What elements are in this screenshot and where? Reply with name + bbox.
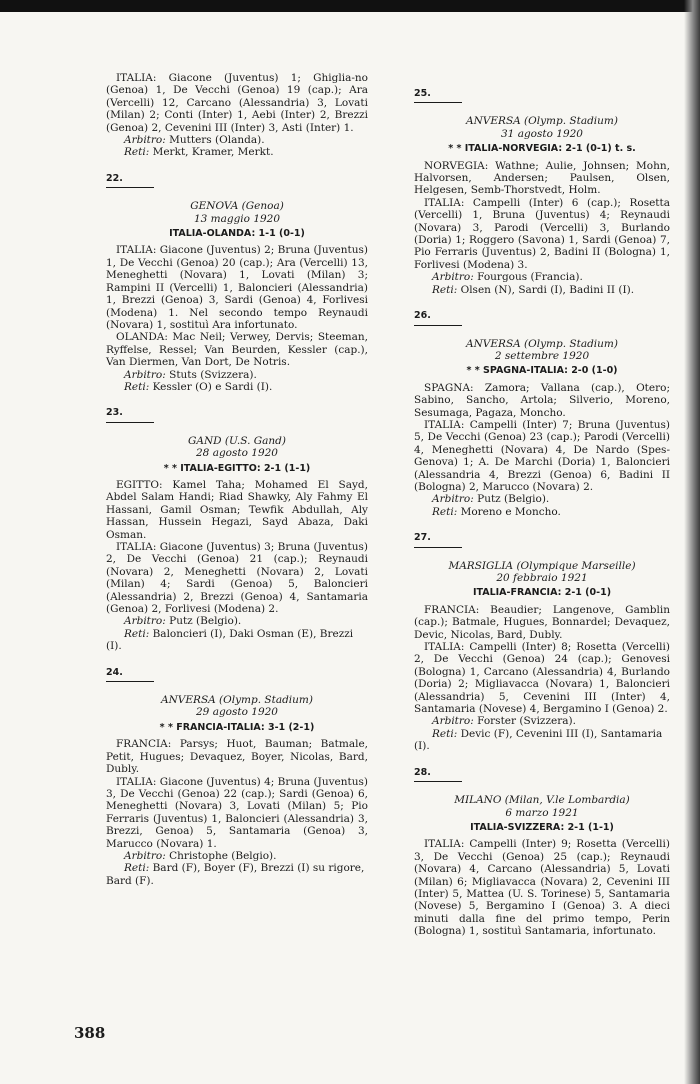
referee-value: Christophe (Belgio). [169, 849, 277, 862]
scan-right-edge [684, 0, 700, 1084]
match-21-referee [106, 134, 368, 146]
match-24-opponent-lineup: FRANCIA: Parsys; Huot, Bauman; Batmale, Petit, Hugues; Devaquez, Boyer, Nicolas, Bard, Dubly. [106, 738, 368, 776]
match-venue: ANVERSA (Olymp. Stadium) [161, 694, 313, 707]
match-26-opponent-lineup: SPAGNA: Zamora; Vallana (cap.), Otero; Sabino, Sancho, Artola; Silverio, Moreno, Sesumaga, Pagaza, Moncho. [414, 381, 670, 419]
match-22-opponent-lineup: OLANDA: Mac Neil; Verwey, Dervis; Steeman, Ryffelse, Ressel; Van Beurden, Kessler (cap.), Van Diermen, Van Dort, De Notris. [106, 331, 368, 369]
scan-top-edge [0, 0, 700, 12]
goals-label: Reti: [432, 505, 458, 518]
match-21-goals [106, 146, 368, 158]
match-date: 20 febbraio 1921 [496, 572, 588, 584]
match-28-italy-lineup: ITALIA: Campelli (Inter) 9; Rosetta (Vercelli) 3, De Vecchi (Genoa) 25 (cap.); Reynaudi (Novara) 4, Carcano (Alessandria) 5, Lovati (Milan) 6; Migliavacca (Novara) 2, Cevenini III (Inter) 5, Mattea (U. S. Torinese) 5, Santamaria (Novese) 5, Bergamino I (Genoa) 3. A dieci minuti dalla fine del primo tempo, Perin (Bologna) 1, sostituì Santamaria, infortunato. [414, 838, 670, 938]
match-result: ITALIA-FRANCIA: 2-1 (0-1) [472, 587, 612, 599]
match-25-italy-lineup: ITALIA: Campelli (Inter) 6 (cap.); Rosetta (Vercelli) 1, Bruna (Juventus) 4; Reynaudi (Novara) 3, Parodi (Vercelli) 3, Burlando (Doria) 1; Roggero (Savona) 1, Sardi (Genoa) 7, Pio Ferraris (Juventus) 2, Badini II (Bologna) 1, Forlivesi (Modena) 3. [414, 196, 670, 271]
match-date: 6 marzo 1921 [505, 806, 579, 819]
referee-value: Stuts (Svizzera). [169, 368, 257, 381]
match-25-opponent-lineup: NORVEGIA: Wathne; Aulie, Johnsen; Mohn, Halvorsen, Andersen; Paulsen, Olsen, Helgesen, Semb-Thorstvedt, Holm. [414, 159, 670, 197]
referee-value: Mutters (Olanda). [169, 134, 265, 147]
referee-label: Arbitro: [124, 615, 166, 628]
match-date: 2 settembre 1920 [494, 349, 590, 362]
match-venue: GENOVA (Genoa) [190, 200, 284, 213]
match-result: ITALIA-OLANDA: 1-1 (0-1) [169, 228, 305, 240]
referee-label: Arbitro: [124, 134, 166, 147]
goals-label: Reti: [124, 627, 150, 640]
goals-value: Merkt, Kramer, Merkt. [152, 146, 274, 159]
goals-label: Reti: [124, 146, 150, 159]
match-date: 31 agosto 1920 [501, 127, 583, 140]
match-22-referee [106, 369, 368, 381]
match-number: 28. [414, 767, 462, 782]
match-result: * * SPAGNA-ITALIA: 2-0 (1-0) [466, 365, 618, 377]
goals-value: Bard (F), Boyer (F), Brezzi (I) su rigore, Bard (F). [106, 862, 365, 887]
referee-value: Putz (Belgio). [169, 615, 242, 628]
match-number: 27. [414, 532, 462, 547]
referee-label: Arbitro: [432, 715, 474, 728]
referee-value: Forster (Svizzera). [477, 715, 576, 728]
right-column [414, 72, 670, 938]
match-date: 13 maggio 1920 [193, 212, 281, 225]
match-22-italy-lineup: ITALIA: Giacone (Juventus) 2; Bruna (Juventus) 1, De Vecchi (Genoa) 20 (cap.); Ara (Vercelli) 13, Meneghetti (Novara) 1, Lovati (Milan) 3; Rampini II (Vercelli) 1, Baloncieri (Alessandria) 1, Brezzi (Genoa) 3, Sardi (Genoa) 4, Forlivesi (Modena) 1. Nel secondo tempo Reynaudi (Novara) 1, sostituì Ara infortunato. [106, 244, 368, 331]
goals-label: Reti: [432, 283, 458, 296]
match-venue: ANVERSA (Olymp. Stadium) [466, 337, 618, 350]
referee-label: Arbitro: [432, 493, 474, 506]
match-27-goals [414, 728, 670, 753]
referee-label: Arbitro: [432, 271, 474, 284]
match-24-italy-lineup: ITALIA: Giacone (Juventus) 4; Bruna (Juventus) 3, De Vecchi (Genoa) 22 (cap.); Sardi (Genoa) 6, Meneghetti (Novara) 3, Lovati (Milan) 5; Pio Ferraris (Juventus) 1, Baloncieri (Alessandria) 3, Brezzi, Genoa) 5, Santamaria (Genoa) 3, Marucco (Novara) 1. [106, 775, 368, 850]
match-27-opponent-lineup: FRANCIA: Beaudier; Langenove, Gamblin (cap.); Batmale, Hugues, Bonnardel; Devaquez, Devic, Nicolas, Bard, Dubly. [414, 603, 670, 641]
left-column [106, 72, 368, 887]
referee-value: Putz (Belgio). [477, 493, 550, 506]
referee-label: Arbitro: [124, 368, 166, 381]
match-venue: GAND (U.S. Gand) [188, 434, 286, 447]
match-23-goals [106, 628, 368, 653]
goals-label: Reti: [124, 862, 150, 875]
match-number: 22. [106, 173, 154, 188]
match-27-referee [414, 715, 670, 727]
match-result: ITALIA-SVIZZERA: 2-1 (1-1) [470, 821, 614, 833]
match-number: 24. [106, 667, 154, 682]
goals-label: Reti: [432, 727, 458, 740]
match-27-italy-lineup: ITALIA: Campelli (Inter) 8; Rosetta (Vercelli) 2, De Vecchi (Genoa) 24 (cap.); Genovesi (Bologna) 1, Carcano (Alessandria) 4, Burlando (Doria) 2; Migliavacca (Novara) 1, Baloncieri (Alessandria) 5, Cevenini III (Inter) 4, Santamaria (Novese) 4, Bergamino I (Genoa) 2. [414, 641, 670, 716]
match-venue: MARSIGLIA (Olympique Marseille) [448, 559, 636, 572]
match-number: 25. [414, 88, 462, 103]
goals-value: Olsen (N), Sardi (I), Badini II (I). [460, 283, 635, 296]
match-23-italy-lineup: ITALIA: Giacone (Juventus) 3; Bruna (Juventus) 2, De Vecchi (Genoa) 21 (cap.); Reynaudi (Novara) 2, Meneghetti (Novara) 2, Lovati (Milan) 4; Sardi (Genoa) 5, Baloncieri (Alessandria) 2, Brezzi (Genoa) 4, Santamaria (Genoa) 2, Forlivesi (Modena) 2. [106, 541, 368, 616]
match-25-referee [414, 271, 670, 283]
goals-label: Reti: [124, 380, 150, 393]
match-26-italy-lineup: ITALIA: Campelli (Inter) 7; Bruna (Juventus) 5, De Vecchi (Genoa) 23 (cap.); Parodi (Vercelli) 4, Meneghetti (Novara) 4, De Nardo (Spes-Genova) 1; A. De Marchi (Doria) 1, Baloncieri (Alessandria 4, Brezzi (Genoa) 6, Badini II (Bologna) 2, Marucco (Novara) 2. [414, 418, 670, 493]
match-venue: ANVERSA (Olymp. Stadium) [466, 115, 618, 128]
match-24-goals [106, 862, 368, 887]
match-result: * * ITALIA-EGITTO: 2-1 (1-1) [163, 462, 311, 474]
match-23-opponent-lineup: EGITTO: Kamel Taha; Mohamed El Sayd, Abdel Salam Handi; Riad Shawky, Aly Fahmy El Hassani, Gamil Osman; Tewfik Abdullah, Aly Hassan, Hussein Hegazi, Sayd Abaza, Daki Osman. [106, 478, 368, 541]
goals-value: Devic (F), Cevenini III (I), Santamaria (I). [414, 727, 663, 753]
match-result: * * ITALIA-NORVEGIA: 2-1 (0-1) t. s. [448, 143, 636, 155]
match-number: 23. [106, 407, 154, 422]
match-21-italy-lineup: ITALIA: Giacone (Juventus) 1; Ghiglia-no (Genoa) 1, De Vecchi (Genoa) 19 (cap.); Ara (Vercelli) 12, Carcano (Alessandria) 3, Lovati (Milan) 2; Conti (Inter) 1, Aebi (Inter) 2, Brezzi (Genoa) 2, Cevenini III (Inter) 3, Asti (Inter) 1. [106, 72, 368, 134]
match-22-goals [106, 381, 368, 393]
match-26-referee [414, 493, 670, 505]
referee-label: Arbitro: [124, 849, 166, 862]
match-number: 26. [414, 310, 462, 325]
match-26-goals [414, 506, 670, 518]
match-date: 28 agosto 1920 [196, 447, 278, 460]
page-number: 388 [74, 1024, 106, 1042]
match-25-goals [414, 284, 670, 296]
goals-value: Baloncieri (I), Daki Osman (E), Brezzi (I). [106, 627, 354, 653]
match-venue: MILANO (Milan, V.le Lombardia) [454, 794, 630, 807]
goals-value: Kessler (O) e Sardi (I). [152, 380, 273, 393]
match-result: * * FRANCIA-ITALIA: 3-1 (2-1) [159, 721, 315, 733]
goals-value: Moreno e Moncho. [460, 505, 561, 518]
referee-value: Fourgous (Francia). [477, 271, 583, 284]
match-date: 29 agosto 1920 [196, 706, 278, 719]
match-24-referee [106, 850, 368, 862]
match-23-referee [106, 615, 368, 627]
